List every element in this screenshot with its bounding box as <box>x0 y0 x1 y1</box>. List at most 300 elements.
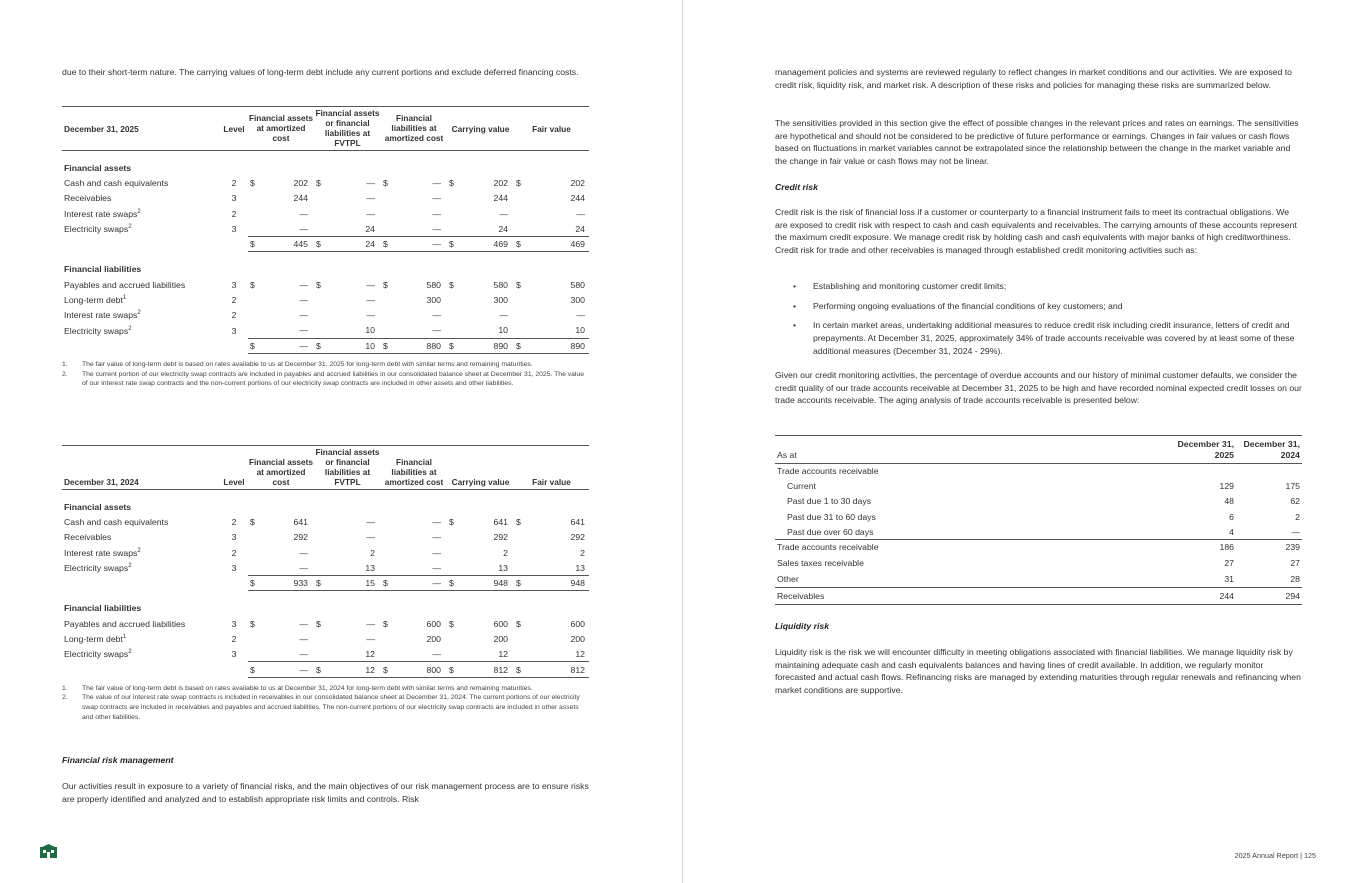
row-label <box>62 277 220 292</box>
amount-value: — <box>366 208 375 219</box>
footnote-ref: 1 <box>122 634 127 641</box>
aging-table <box>775 435 1302 605</box>
currency-symbol: $ <box>316 178 321 189</box>
row-label-text: Long-term debt <box>64 633 123 644</box>
table-2024-body <box>62 490 589 678</box>
amount-value: 12 <box>365 648 375 659</box>
row-label: Past due 1 to 30 days <box>787 496 872 507</box>
footnote-text: The value of our interest rate swap contracts is included in receivables in our consolidated balance sheet at December 31, 2024. The current portions of our electricity swap contracts are included in receivables and payables and accrued liabilities. The non-current portions of our electricity swap contracts are included in other assets and other liabilities. <box>82 694 580 721</box>
currency-symbol: $ <box>248 237 256 252</box>
amount-value: 10 <box>575 325 585 336</box>
amount-value: 600 <box>570 618 585 629</box>
amount-value: 202 <box>293 178 308 189</box>
currency-symbol <box>314 631 322 646</box>
currency-symbol: $ <box>381 662 389 677</box>
level-value: 3 <box>231 618 237 629</box>
table-2025 <box>62 106 589 354</box>
amount-value: 292 <box>570 532 585 543</box>
currency-symbol: $ <box>250 279 255 290</box>
row-label-text: Electricity swaps <box>64 563 129 574</box>
footnote-text: The current portion of our electricity swap contracts are included in payables and accrued liabilities in our consolidated balance sheet at December 31, 2025. The value of our interest rate swap contracts and the non-current portions of our electricity swap contracts are included in other assets and other liabilities. <box>82 370 585 388</box>
currency-symbol: $ <box>383 178 388 189</box>
credit-monitoring-list <box>775 280 1302 365</box>
amount-value: — <box>366 633 375 644</box>
amount-value: 12 <box>498 648 508 659</box>
amount-value: 24 <box>575 223 585 234</box>
amount-value: 244 <box>293 193 308 204</box>
level-value: 2 <box>231 310 237 321</box>
total-spacer <box>220 576 248 591</box>
total-value: 445 <box>256 237 314 252</box>
footnote-ref: 2 <box>128 563 132 570</box>
currency-symbol: $ <box>514 338 522 353</box>
footnote-number: 1. <box>62 360 68 368</box>
col-amortized: Financial assets at amortized cost <box>248 113 314 143</box>
bullet-icon: • <box>793 300 797 311</box>
amount-value: — <box>576 310 585 321</box>
amount-value: — <box>432 193 441 204</box>
table-title: December 31, 2025 <box>64 124 139 134</box>
currency-symbol <box>248 221 256 236</box>
level-value: 2 <box>231 178 237 189</box>
currency-symbol: $ <box>248 662 256 677</box>
amount-value: 13 <box>365 562 375 573</box>
currency-symbol: $ <box>250 517 255 528</box>
table-row <box>62 631 589 646</box>
amount-value: — <box>432 310 441 321</box>
currency-symbol: $ <box>381 338 389 353</box>
amount-value: — <box>432 517 441 528</box>
value-2024: 27 <box>1290 557 1300 568</box>
amount-value: 13 <box>575 562 585 573</box>
total-row <box>62 576 589 591</box>
row-label: Receivables <box>775 588 1170 605</box>
row-label <box>62 176 220 191</box>
financial-risk-heading: Financial risk management <box>62 755 174 765</box>
level-value: 3 <box>231 193 237 204</box>
currency-symbol: $ <box>381 576 389 591</box>
row-label <box>62 221 220 236</box>
amount-value: — <box>576 208 585 219</box>
currency-symbol <box>314 647 322 662</box>
table-row <box>62 277 589 292</box>
bullet-text: Performing ongoing evaluations of the financial conditions of key customers; and <box>813 300 1123 311</box>
row-label <box>62 647 220 662</box>
currency-symbol <box>314 191 322 206</box>
row-label <box>62 616 220 631</box>
footnote-ref: 2 <box>128 325 132 332</box>
total-value: 948 <box>455 576 514 591</box>
bullet-icon: • <box>793 281 797 291</box>
amount-value: 200 <box>493 633 508 644</box>
amount-value: 2 <box>370 547 375 558</box>
col-fvtpl: Financial assets or financial liabilities at FVTPL <box>315 447 380 487</box>
total-spacer <box>220 662 248 677</box>
footnote-ref: 1 <box>122 295 127 302</box>
row-label-text: Receivables <box>64 532 112 543</box>
level-value: 2 <box>231 208 237 219</box>
currency-symbol: $ <box>447 237 455 252</box>
currency-symbol <box>248 530 256 545</box>
currency-symbol: $ <box>447 662 455 677</box>
currency-symbol: $ <box>516 279 521 290</box>
currency-symbol: $ <box>316 618 321 629</box>
aging-row <box>775 509 1302 524</box>
currency-symbol <box>447 206 455 221</box>
currency-symbol: $ <box>516 178 521 189</box>
currency-symbol <box>447 530 455 545</box>
level-value: 3 <box>231 279 237 290</box>
liquidity-risk-heading: Liquidity risk <box>775 621 830 631</box>
table-row <box>62 308 589 323</box>
bullet-text: Establishing and monitoring customer credit limits; <box>813 281 1007 291</box>
amount-value: 200 <box>426 633 441 644</box>
currency-symbol <box>447 631 455 646</box>
amount-value: — <box>366 517 375 528</box>
amount-value: 580 <box>493 279 508 290</box>
total-spacer <box>62 576 220 591</box>
amount-value: — <box>299 279 308 290</box>
level-value: 2 <box>231 633 237 644</box>
amount-value: 13 <box>498 562 508 573</box>
amount-value: — <box>299 325 308 336</box>
col-level: Level <box>223 124 245 134</box>
level-value: 3 <box>231 532 237 543</box>
footnote <box>62 684 589 694</box>
amount-value: 600 <box>426 618 441 629</box>
total-value: 812 <box>455 662 514 677</box>
currency-symbol: $ <box>449 517 454 528</box>
total-value: 12 <box>322 662 381 677</box>
currency-symbol <box>381 206 389 221</box>
currency-symbol <box>514 206 522 221</box>
row-label-text: Cash and cash equivalents <box>64 517 169 528</box>
amount-value: 202 <box>570 178 585 189</box>
row-label-text: Electricity swaps <box>64 325 129 336</box>
value-2025: 186 <box>1170 539 1236 554</box>
currency-symbol <box>381 560 389 575</box>
aging-rows <box>775 479 1302 540</box>
currency-symbol <box>514 292 522 307</box>
currency-symbol: $ <box>516 618 521 629</box>
building-logo-icon <box>40 844 57 858</box>
currency-symbol: $ <box>447 338 455 353</box>
amount-value: 300 <box>426 294 441 305</box>
total-row <box>62 237 589 252</box>
row-label-text: Payables and accrued liabilities <box>64 279 186 290</box>
level-value: 2 <box>231 294 237 305</box>
total-spacer <box>62 237 220 252</box>
footnote-number: 2. <box>62 694 68 702</box>
currency-symbol <box>514 545 522 560</box>
amount-value: 244 <box>570 193 585 204</box>
amount-value: 10 <box>365 325 375 336</box>
currency-symbol <box>248 308 256 323</box>
level-value: 3 <box>231 649 237 660</box>
col-fair: Fair value <box>532 124 571 134</box>
total-value: 933 <box>256 576 314 591</box>
currency-symbol: $ <box>449 618 454 629</box>
table-row <box>62 292 589 307</box>
amount-value: 244 <box>493 193 508 204</box>
row-label: Current <box>787 481 816 492</box>
total-spacer <box>220 237 248 252</box>
amount-value: — <box>366 178 375 189</box>
amount-value: 641 <box>570 517 585 528</box>
currency-symbol <box>447 292 455 307</box>
level-value: 2 <box>231 517 237 528</box>
level-value: 3 <box>231 325 237 336</box>
row-label <box>62 545 220 560</box>
currency-symbol <box>514 560 522 575</box>
currency-symbol <box>381 631 389 646</box>
amount-value: — <box>432 325 441 336</box>
value-2025: 31 <box>1224 574 1234 585</box>
total-value: 880 <box>389 338 447 353</box>
row-label <box>62 560 220 575</box>
row-label: Past due over 60 days <box>787 526 874 537</box>
value-2025: 129 <box>1219 481 1234 492</box>
currency-symbol <box>248 206 256 221</box>
table-row <box>62 176 589 191</box>
col-amortized: Financial assets at amortized cost <box>248 457 314 487</box>
footnote-number: 2. <box>62 370 68 378</box>
as-at-label: As at <box>775 436 1170 464</box>
footnote-ref: 2 <box>137 310 141 317</box>
value-2025: 244 <box>1170 588 1236 605</box>
amount-value: 600 <box>493 618 508 629</box>
col-dec-2024: December 31, 2024 <box>1236 436 1302 464</box>
bullet-text: In certain market areas, undertaking additional measures to reduce credit risk including credit insurance, letters of credit and prepayments. At December 31, 2025, approximately 34% of trade accounts receivable was covered by at least some of these additional measures (December 31, 2024 - 29%). <box>813 320 1295 356</box>
currency-symbol <box>314 530 322 545</box>
currency-symbol <box>514 647 522 662</box>
col-carrying: Carrying value <box>451 477 510 487</box>
currency-symbol: $ <box>314 662 322 677</box>
currency-symbol <box>248 323 256 338</box>
row-label-text: Payables and accrued liabilities <box>64 618 186 629</box>
row-label <box>62 631 220 646</box>
row-label <box>62 530 220 545</box>
total-value: 24 <box>322 237 381 252</box>
currency-symbol: $ <box>514 576 522 591</box>
currency-symbol <box>314 323 322 338</box>
currency-symbol: $ <box>514 237 522 252</box>
total-value: 948 <box>522 576 589 591</box>
amount-value: 580 <box>570 279 585 290</box>
currency-symbol <box>514 221 522 236</box>
currency-symbol <box>381 515 389 530</box>
currency-symbol: $ <box>314 338 322 353</box>
aging-row <box>775 479 1302 494</box>
level-value: 3 <box>231 563 237 574</box>
amount-value: — <box>366 532 375 543</box>
total-value: — <box>256 338 314 353</box>
amount-value: — <box>432 547 441 558</box>
liquidity-risk-paragraph: Liquidity risk is the risk we will encounter difficulty in meeting obligations associated with financial liabilities. We manage liquidity risk by maintaining adequate cash and cash equivalents balances and having lines of credit available. In addition, we regularly monitor forecasted and actual cash flows. Refinancing risks are managed by extending maturities through regular renewals and refinancing when market conditions are supportive. <box>775 647 1301 696</box>
amount-value: — <box>432 648 441 659</box>
currency-symbol: $ <box>314 576 322 591</box>
financial-risk-paragraph: Our activities result in exposure to a variety of financial risks, and the main objectives of our risk management process are to ensure risks are properly identified and analyzed and to establish appropriate risk limits and controls. Risk <box>62 781 589 804</box>
value-2025: 27 <box>1224 557 1234 568</box>
value-2024: — <box>1291 526 1300 537</box>
currency-symbol: $ <box>314 237 322 252</box>
footnote-ref: 2 <box>128 224 132 231</box>
amount-value: — <box>432 532 441 543</box>
currency-symbol <box>381 292 389 307</box>
amount-value: — <box>499 208 508 219</box>
total-value: — <box>389 237 447 252</box>
table-row <box>62 221 589 236</box>
row-label-text: Electricity swaps <box>64 224 129 235</box>
footnote <box>62 360 589 370</box>
table-row <box>62 530 589 545</box>
financial-liabilities-heading: Financial liabilities <box>64 264 142 275</box>
amount-value: — <box>432 208 441 219</box>
currency-symbol <box>248 292 256 307</box>
sensitivities-paragraph: The sensitivities provided in this section give the effect of possible changes in the relevant prices and rates on earnings. The sensitivities are hypothetical and should not be considered to be predictive of future performance or earnings. Changes in fair values or cash flows based on fluctuations in market variables cannot be extrapolated since the relationship between the change in the market variable and the change in fair value or cash flows may not be linear. <box>775 118 1299 167</box>
row-label <box>62 292 220 307</box>
right-page <box>683 0 1365 883</box>
notes-2025 <box>62 360 589 389</box>
amount-value: 12 <box>575 648 585 659</box>
table-2025-body <box>62 151 589 354</box>
row-label-text: Interest rate swaps <box>64 208 138 219</box>
amount-value: — <box>299 633 308 644</box>
col-dec-2025: December 31, 2025 <box>1170 436 1236 464</box>
total-value: 10 <box>322 338 381 353</box>
total-value: 890 <box>455 338 514 353</box>
amount-value: 300 <box>570 294 585 305</box>
amount-value: — <box>432 223 441 234</box>
intro-paragraph: due to their short-term nature. The carrying values of long-term debt include any current portions and exclude deferred financing costs. <box>62 67 579 77</box>
amount-value: 10 <box>498 325 508 336</box>
footnote-number: 1. <box>62 684 68 692</box>
table-row <box>62 545 589 560</box>
total-spacer <box>62 662 220 677</box>
currency-symbol <box>314 221 322 236</box>
currency-symbol: $ <box>383 279 388 290</box>
currency-symbol <box>381 647 389 662</box>
currency-symbol: $ <box>250 618 255 629</box>
currency-symbol: $ <box>449 178 454 189</box>
currency-symbol <box>447 191 455 206</box>
currency-symbol: $ <box>316 279 321 290</box>
total-spacer <box>62 338 220 353</box>
currency-symbol <box>381 308 389 323</box>
amount-value: — <box>366 618 375 629</box>
value-2024: 239 <box>1236 539 1302 554</box>
level-value: 2 <box>231 547 237 558</box>
aging-analysis-table <box>775 435 1302 605</box>
amount-value: 24 <box>498 223 508 234</box>
currency-symbol: $ <box>250 178 255 189</box>
row-label: Trade accounts receivable <box>775 539 1170 554</box>
credit-risk-heading: Credit risk <box>775 182 818 192</box>
value-2025: 48 <box>1224 496 1234 507</box>
table-row <box>62 323 589 338</box>
row-label: Other <box>777 574 799 585</box>
row-label <box>62 308 220 323</box>
currency-symbol: $ <box>381 237 389 252</box>
amount-value: — <box>299 618 308 629</box>
amount-value: 300 <box>493 294 508 305</box>
row-label-text: Interest rate swaps <box>64 547 138 558</box>
value-2024: 175 <box>1285 481 1300 492</box>
footnote-ref: 2 <box>128 649 132 656</box>
currency-symbol <box>381 221 389 236</box>
currency-symbol <box>514 191 522 206</box>
bullet-item <box>775 280 1302 293</box>
notes-2024 <box>62 684 589 723</box>
col-fair: Fair value <box>532 477 571 487</box>
currency-symbol <box>314 560 322 575</box>
currency-symbol <box>314 206 322 221</box>
currency-symbol <box>314 292 322 307</box>
risk-policies-paragraph: management policies and systems are reviewed regularly to reflect changes in market conditions and our activities. We are exposed to credit risk, liquidity risk, and market risk. A description of these risks and policies for managing these risks are summarized below. <box>775 67 1293 90</box>
amount-value: — <box>299 223 308 234</box>
value-2024: 62 <box>1290 496 1300 507</box>
trade-receivable-group-label: Trade accounts receivable <box>777 466 879 477</box>
amount-value: 2 <box>580 547 585 558</box>
row-label-text: Interest rate swaps <box>64 310 138 321</box>
currency-symbol: $ <box>447 576 455 591</box>
row-label: Sales taxes receivable <box>777 557 864 568</box>
row-label-text: Long-term debt <box>64 294 123 305</box>
aging-row <box>775 524 1302 539</box>
table-row <box>62 515 589 530</box>
table-row <box>62 647 589 662</box>
amount-value: — <box>299 648 308 659</box>
amount-value: — <box>499 310 508 321</box>
financial-assets-heading: Financial assets <box>64 502 132 512</box>
footnote-text: The fair value of long-term debt is based on rates available to us at December 31, 2024 for long-term debt with similar terms and remaining maturities. <box>82 684 533 692</box>
row-label-text: Receivables <box>64 193 112 204</box>
amount-value: — <box>366 294 375 305</box>
currency-symbol: $ <box>449 279 454 290</box>
total-row <box>62 338 589 353</box>
row-label <box>62 323 220 338</box>
currency-symbol: $ <box>383 618 388 629</box>
total-value: 800 <box>389 662 447 677</box>
total-value: — <box>389 576 447 591</box>
currency-symbol: $ <box>516 517 521 528</box>
currency-symbol <box>248 647 256 662</box>
currency-symbol: $ <box>248 338 256 353</box>
amount-value: 2 <box>503 547 508 558</box>
amount-value: 202 <box>493 178 508 189</box>
financial-assets-heading: Financial assets <box>64 163 132 173</box>
value-2025: 6 <box>1229 511 1234 522</box>
currency-symbol <box>447 221 455 236</box>
total-value: 469 <box>455 237 514 252</box>
amount-value: 641 <box>493 517 508 528</box>
currency-symbol <box>447 323 455 338</box>
value-2024: 2 <box>1295 511 1300 522</box>
col-liab-amortized: Financial liabilities at amortized cost <box>384 457 444 487</box>
page-footer: 2025 Annual Report | 125 <box>1234 851 1316 860</box>
table-row <box>62 191 589 206</box>
row-label-text: Electricity swaps <box>64 649 129 660</box>
row-label-text: Cash and cash equivalents <box>64 178 169 189</box>
fair-value-table-2025 <box>62 106 589 389</box>
currency-symbol <box>514 530 522 545</box>
amount-value: — <box>366 193 375 204</box>
col-level: Level <box>223 477 245 487</box>
currency-symbol <box>381 530 389 545</box>
total-value: 469 <box>522 237 589 252</box>
amount-value: 641 <box>293 517 308 528</box>
total-value: 15 <box>322 576 381 591</box>
